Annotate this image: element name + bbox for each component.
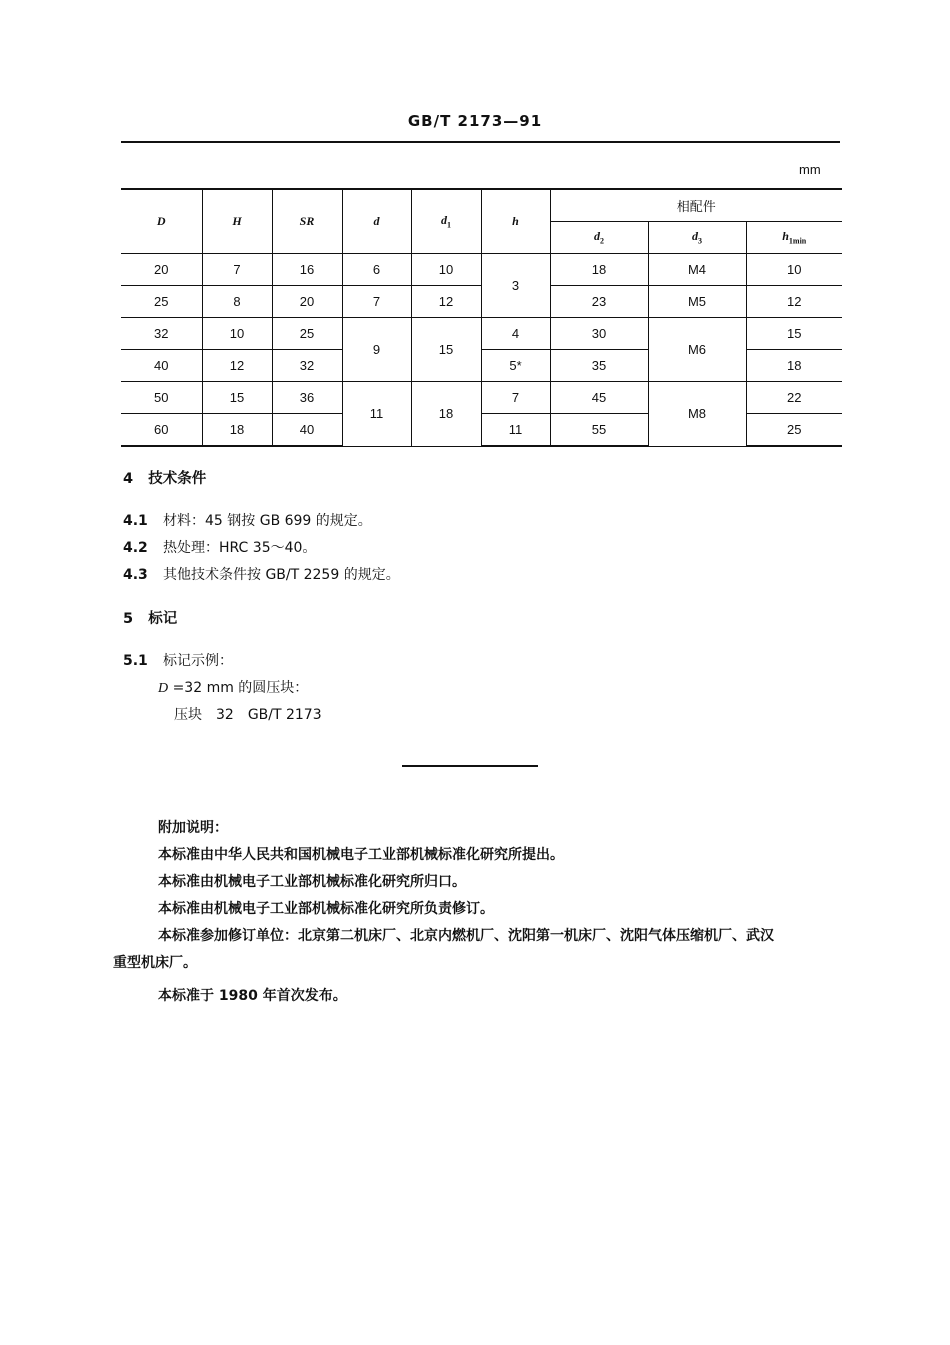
note-line: 重型机床厂。 [113, 955, 197, 971]
header-h: h [481, 189, 550, 254]
header-h1min: $h_{1min}$ [746, 222, 842, 254]
cell-d2: 18 [550, 254, 648, 286]
example-line-1: D =32 mm 的圆压块： [158, 680, 309, 696]
header-row [121, 189, 842, 222]
cell-d3: M4 [648, 254, 746, 286]
cell-H: 12 [202, 350, 272, 382]
document-code: GB/T 2173—91 [407, 112, 543, 130]
example-line-2: 压块 32 GB/T 2173 [174, 707, 322, 723]
cell-D: 32 [121, 318, 202, 350]
cell-SR: 25 [272, 318, 342, 350]
section-4-heading: 4 技术条件 [123, 471, 207, 487]
cell-d2: 23 [550, 286, 648, 318]
table-row [121, 318, 842, 350]
note-line: 本标准由机械电子工业部机械标准化研究所负责修订。 [158, 901, 494, 917]
cell-H: 15 [202, 382, 272, 414]
cell-D: 20 [121, 254, 202, 286]
header-H: H [202, 189, 272, 254]
cell-h: 4 [481, 318, 550, 350]
cell-d: 11 [342, 382, 411, 447]
header-rule [121, 141, 840, 143]
header-d2: $d_2$ [550, 222, 648, 254]
header-D: D [121, 189, 202, 254]
cell-H: 10 [202, 318, 272, 350]
cell-d2: 30 [550, 318, 648, 350]
cell-d: 7 [342, 286, 411, 318]
header-mating-parts: 相配件 [550, 189, 842, 222]
cell-d3: M6 [648, 318, 746, 382]
cell-D: 60 [121, 414, 202, 447]
dimension-table [121, 188, 842, 447]
section-5-heading: 5 标记 [123, 611, 178, 627]
cell-d2: 45 [550, 382, 648, 414]
cell-d1: 10 [411, 254, 481, 286]
cell-d: 6 [342, 254, 411, 286]
cell-h: 3 [481, 254, 550, 318]
note-line: 本标准由中华人民共和国机械电子工业部机械标准化研究所提出。 [158, 847, 564, 863]
cell-h1min: 12 [746, 286, 842, 318]
table-row [121, 382, 842, 414]
cell-D: 40 [121, 350, 202, 382]
cell-H: 8 [202, 286, 272, 318]
cell-d2: 35 [550, 350, 648, 382]
header-d: d [342, 189, 411, 254]
cell-h1min: 18 [746, 350, 842, 382]
header-d3: $d_3$ [648, 222, 746, 254]
cell-SR: 40 [272, 414, 342, 447]
cell-D: 50 [121, 382, 202, 414]
cell-d1: 18 [411, 382, 481, 447]
cell-h1min: 22 [746, 382, 842, 414]
cell-SR: 36 [272, 382, 342, 414]
cell-D: 25 [121, 286, 202, 318]
clause-5-1: 5.1 标记示例： [123, 653, 233, 669]
cell-h1min: 25 [746, 414, 842, 447]
cell-h1min: 10 [746, 254, 842, 286]
cell-d2: 55 [550, 414, 648, 447]
note-line: 本标准由机械电子工业部机械标准化研究所归口。 [158, 874, 466, 890]
cell-H: 7 [202, 254, 272, 286]
cell-h: 5* [481, 350, 550, 382]
cell-H: 18 [202, 414, 272, 447]
cell-SR: 16 [272, 254, 342, 286]
cell-d1: 15 [411, 318, 481, 382]
clause-4-2: 4.2 热处理：HRC 35～40。 [123, 540, 317, 556]
header-SR: SR [272, 189, 342, 254]
header-d1: $d_1$ [411, 189, 481, 254]
table-unit: mm [799, 162, 821, 177]
cell-d3: M5 [648, 286, 746, 318]
clause-4-1: 4.1 材料：45 钢按 GB 699 的规定。 [123, 513, 372, 529]
table-row [121, 254, 842, 286]
cell-SR: 20 [272, 286, 342, 318]
cell-d1: 12 [411, 286, 481, 318]
note-line: 本标准参加修订单位：北京第二机床厂、北京内燃机厂、沈阳第一机床厂、沈阳气体压缩机厂、武汉 [158, 928, 774, 944]
note-line: 本标准于 1980 年首次发布。 [158, 988, 347, 1004]
cell-d: 9 [342, 318, 411, 382]
cell-h1min: 15 [746, 318, 842, 350]
cell-d3: M8 [648, 382, 746, 447]
cell-h: 11 [481, 414, 550, 447]
notes-title: 附加说明： [158, 820, 228, 836]
clause-4-3: 4.3 其他技术条件按 GB/T 2259 的规定。 [123, 567, 400, 583]
cell-h: 7 [481, 382, 550, 414]
cell-SR: 32 [272, 350, 342, 382]
end-divider [402, 765, 538, 767]
